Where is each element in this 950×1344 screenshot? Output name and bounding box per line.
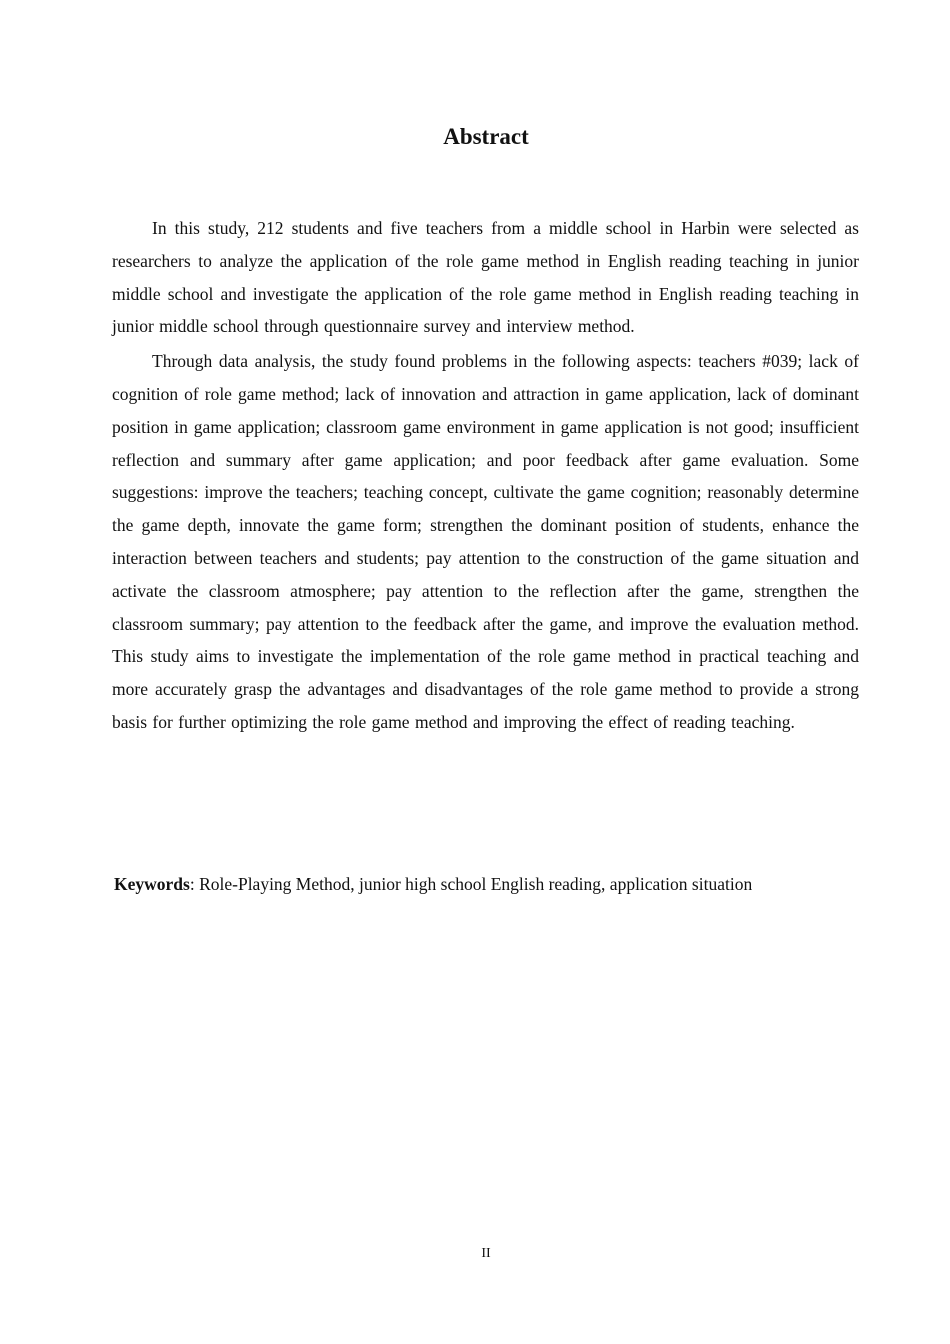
abstract-paragraph-2: Through data analysis, the study found problems in the following aspects: teachers #039; lack of cognition of role game method; lack of innovation and attraction in game application, lack of dominant position in game application; classroom game environment in game application is not good; insufficient reflection and summary after game application; and poor feedback after game evaluation. Some suggestions: improve the teachers; teaching concept, cultivate the game cognition; reasonably determine the game depth, innovate the game form; strengthen the dominant position of students, enhance the interaction between teachers and students; pay attention to the construction of the game situation and activate the classroom atmosphere; pay attention to the reflection after the game, strengthen the classroom summary; pay attention to the feedback after the game, and improve the evaluation method. This study aims to investigate the implementation of the role game method in practical teaching and more accurately grasp the advantages and disadvantages of the role game method to provide a strong basis for further optimizing the role game method and improving the effect of reading teaching. <box>112 351 859 732</box>
keywords-line <box>114 868 861 900</box>
keywords-label: Keywords <box>114 874 190 894</box>
keywords-separator: : <box>189 874 195 894</box>
abstract-title: Abstract <box>443 124 529 149</box>
keywords-text: Role-Playing Method, junior high school English reading, application situation <box>194 874 753 894</box>
abstract-paragraph-1: In this study, 212 students and five teachers from a middle school in Harbin were selected as researchers to analyze the application of the role game method in English reading teaching in junior middle school and investigate the application of the role game method in English reading teaching in junior middle school through questionnaire survey and interview method. <box>112 218 859 337</box>
page-number: II <box>481 1246 491 1261</box>
abstract-body <box>112 212 859 741</box>
